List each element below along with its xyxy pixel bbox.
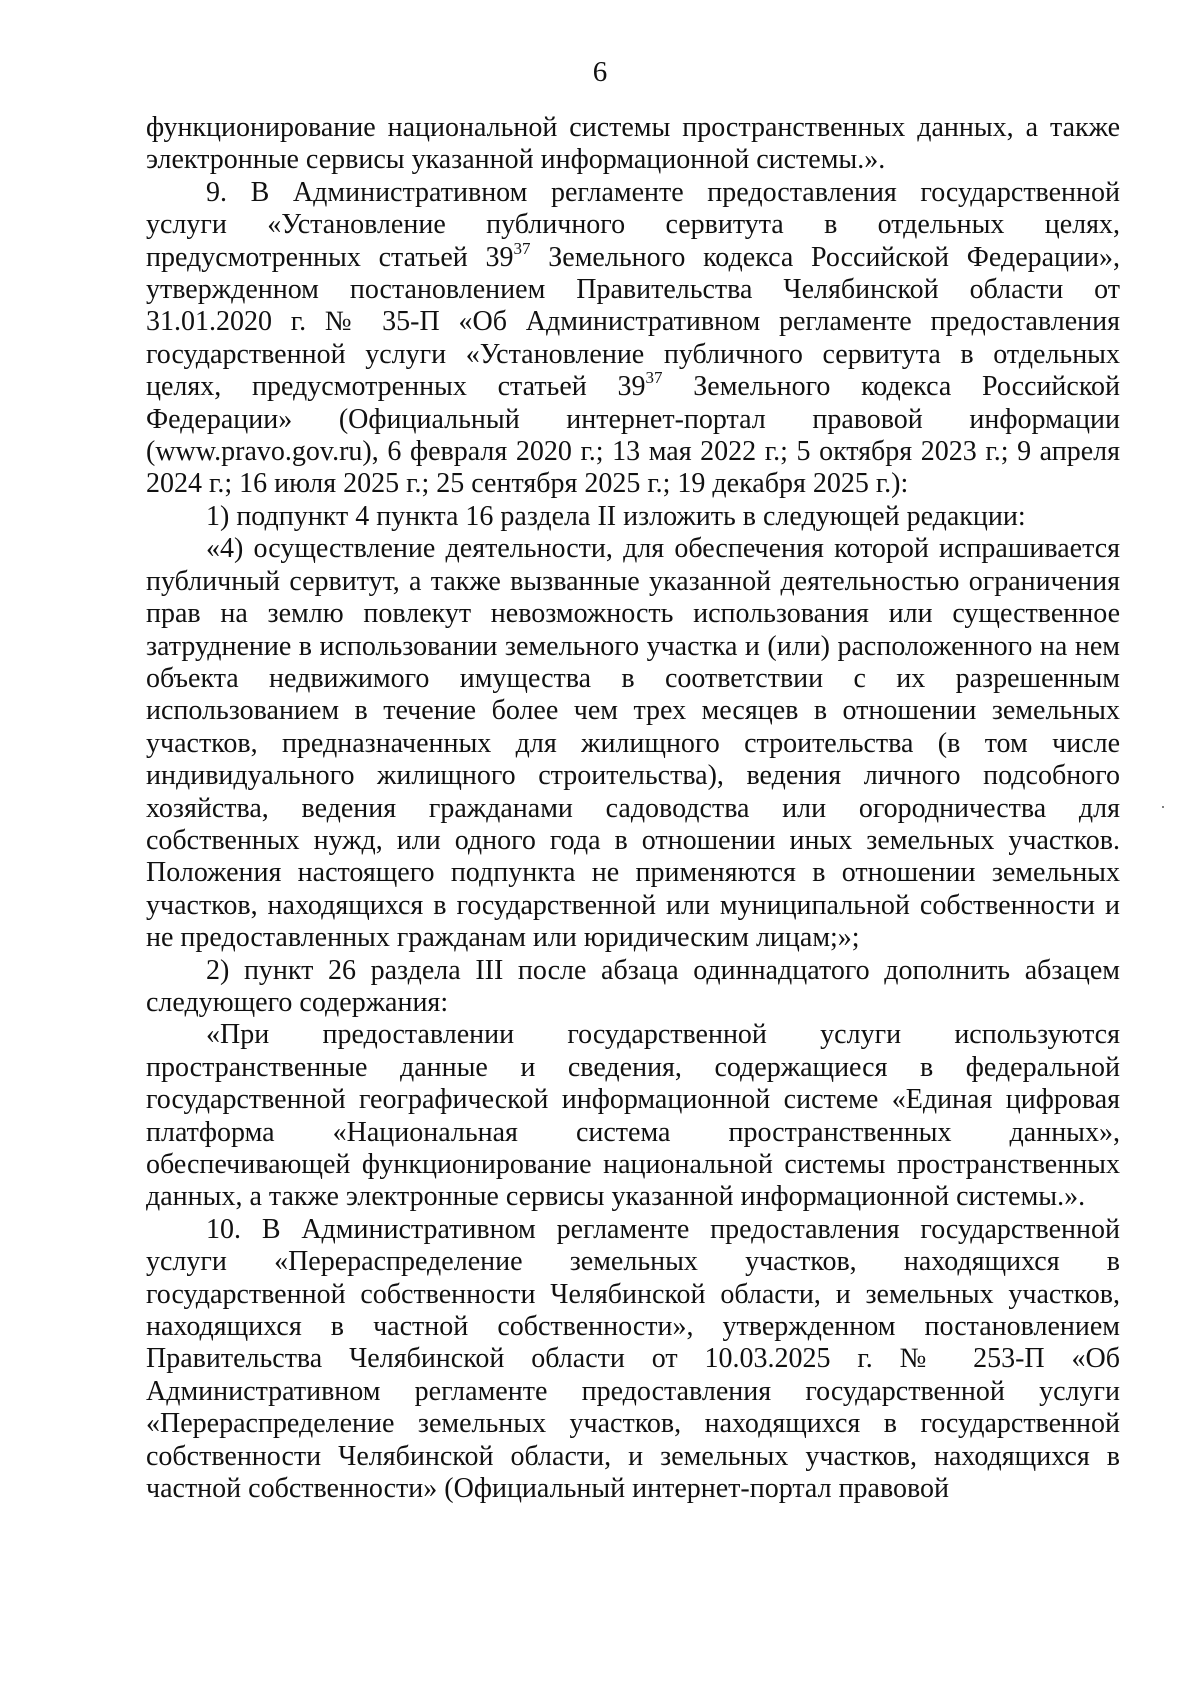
paragraph-quote-pri: «При предоставлении государственной услуги используются пространственные данные и сведения, содержащиеся в федеральной государственной географической информационной системе «Единая цифровая платформа «Национальная система пространственных данных», обеспечивающей функционирование национальной системы пространственных данных, а также электронные сервисы указанной информационной системы.». bbox=[146, 1019, 1120, 1213]
paragraph-quote-4: «4) осуществление деятельности, для обеспечения которой испрашивается публичный сервитут, а также вызванные указанной деятельностью ограничения прав на землю повлекут невозможность использования или существенное затруднение в использовании земельного участка и (или) расположенного на нем объекта недвижимого имущества в соответствии с их разрешенным использованием в течение более чем трех месяцев в отношении земельных участков, предназначенных для жилищного строительства (в том числе индивидуального жилищного строительства), ведения личного подсобного хозяйства, ведения гражданами садоводства или огородничества для собственных нужд, или одного года в отношении иных земельных участков. Положения настоящего подпункта не применяются в отношении земельных участков, находящихся в государственной или муниципальной собственности и не предоставленных гражданам или юридическим лицам;»; bbox=[146, 533, 1120, 954]
paragraph-subitem-2: 2) пункт 26 раздела III после абзаца одиннадцатого дополнить абзацем следующего содержания: bbox=[146, 954, 1120, 1018]
article-superscript-2: 37 bbox=[645, 368, 663, 388]
page-number: 6 bbox=[592, 56, 608, 88]
article-superscript-1: 37 bbox=[513, 238, 531, 258]
scan-speck bbox=[1162, 806, 1164, 808]
paragraph-item-9 bbox=[146, 177, 1120, 501]
item-9-text-middle: Земельного кодекса Российской Федерации», утвержденном постановлением Правительства Челябинской области от 31.01.2020 г. № 35-П «Об Административном регламенте предоставления государственной услуги «Установление публичного сервитута в отдельных целях, предусмотренных статьей 39 bbox=[146, 241, 1121, 403]
paragraph-continuation: функционирование национальной системы пространственных данных, а также электронные сервисы указанной информационной системы.». bbox=[146, 112, 1120, 176]
paragraph-item-10: 10. В Административном регламенте предоставления государственной услуги «Перераспределение земельных участков, находящихся в государственной собственности Челябинской области, и земельных участков, находящихся в частной собственности», утвержденном постановлением Правительства Челябинской области от 10.03.2025 г. № 253-П «Об Административном регламенте предоставления государственной услуги «Перераспределение земельных участков, находящихся в государственной собственности Челябинской области, и земельных участков, находящихся в частной собственности» (Официальный интернет-портал правовой bbox=[146, 1213, 1120, 1505]
item-9-text-before: 9. В Административном регламенте предоставления государственной услуги «Установление публичного сервитута в отдельных целях, предусмотренных статьей 39 bbox=[146, 176, 1120, 273]
document-body bbox=[146, 112, 1120, 1505]
item-9-text-after: Земельного кодекса Российской Федерации» (Официальный интернет-портал правовой информации (www.pravo.gov.ru), 6 февраля 2020 г.; 13 мая 2022 г.; 5 октября 2023 г.; 9 апреля 2024 г.; 16 июля 2025 г.; 25 сентября 2025 г.; 19 декабря 2025 г.): bbox=[146, 371, 1120, 500]
paragraph-subitem-1: 1) подпункт 4 пункта 16 раздела II изложить в следующей редакции: bbox=[206, 500, 1026, 532]
